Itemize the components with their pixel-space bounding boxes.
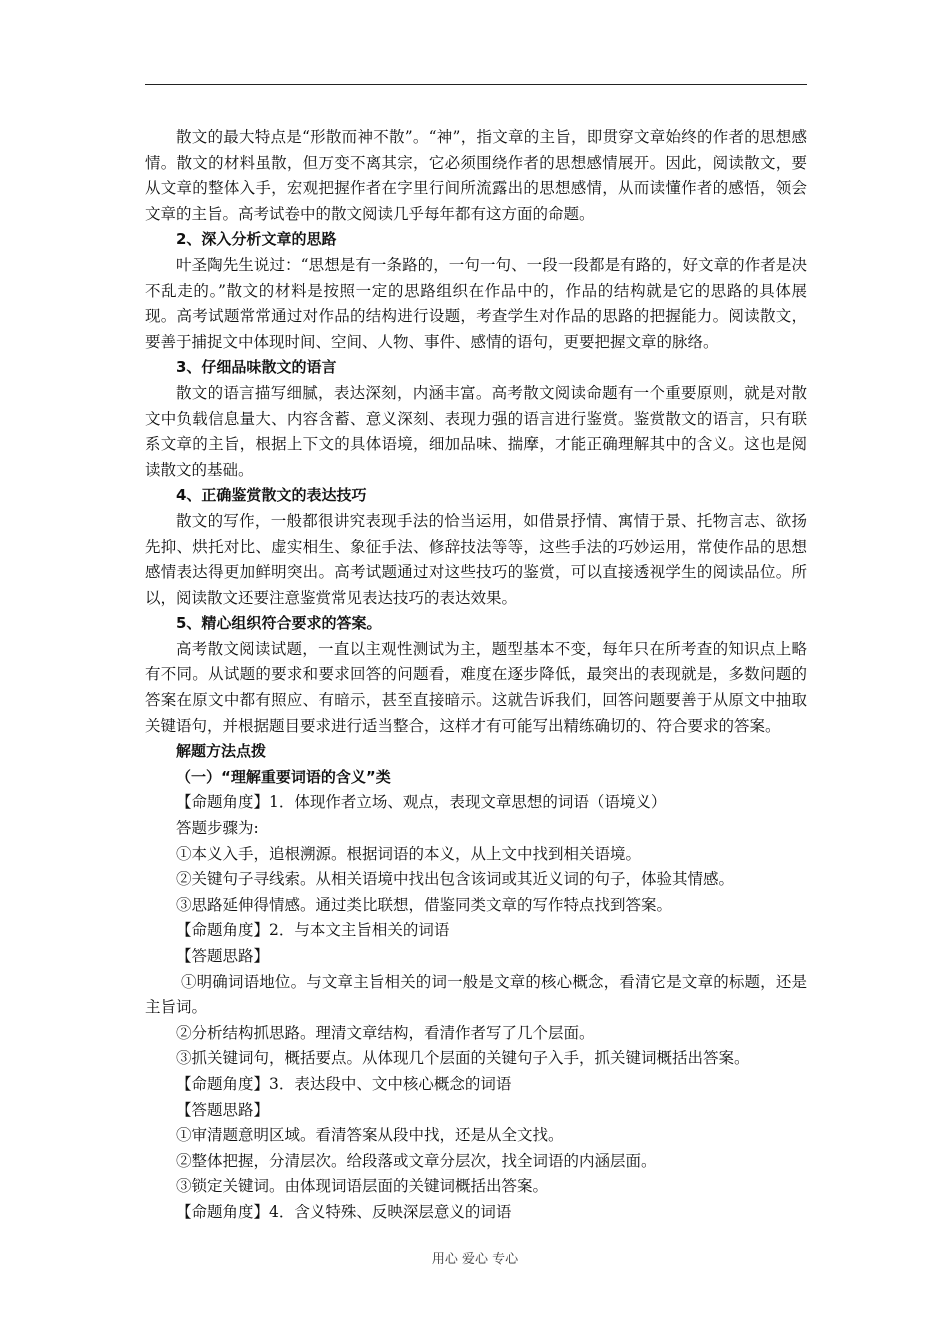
angle-3-step-1: ①审清题意明区域。看清答案从段中找，还是从全文找。 — [176, 1126, 564, 1145]
heading-2: 2、深入分析文章的思路 — [176, 230, 337, 249]
angle-4: 【命题角度】4．含义特殊、反映深层意义的词语 — [176, 1202, 512, 1221]
angle-1-step-1: ①本义入手，追根溯源。根据词语的本义，从上文中找到相关语境。 — [176, 844, 642, 863]
paragraph-theme: 散文的最大特点是“形散而神不散”。“神”，指文章的主旨，即贯穿文章始终的作者的思想感情。散文的材料虽散，但万变不离其宗，它必须围绕作者的思想感情展开。因此，阅读散文，要从文章的整体入手，宏观把握作者在字里行间所流露出的思想感情，从而读懂作者的感悟，领会文章的主旨。高考试卷中的散文阅读几乎每年都有这方面的命题。 — [145, 128, 807, 223]
method-title: 解题方法点拨 — [176, 742, 267, 761]
paragraph-language: 散文的语言描写细腻，表达深刻，内涵丰富。高考散文阅读命题有一个重要原则，就是对散文中负载信息量大、内容含蓄、意义深刻、表现力强的语言进行鉴赏。鉴赏散文的语言，只有联系文章的主旨，根据上下文的具体语境，细加品味、揣摩，才能正确理解其中的含义。这也是阅读散文的基础。 — [145, 383, 807, 479]
angle-2-idea-label: 【答题思路】 — [176, 947, 270, 965]
paragraph-structure: 叶圣陶先生说过：“思想是有一条路的，一句一句、一段一段都是有路的，好文章的作者是决不乱走的。”散文的材料是按照一定的思路组织在作品中的，作品的结构就是它的思路的具体展现。高考试题常常通过对作品的结构进行设题，考查学生对作品的思路的把握能力。阅读散文，要善于捕捉文中体现时间、空间、人物、事件、感情的语句，更要把握文章的脉络。 — [145, 255, 807, 351]
angle-2-step-3: ③抓关键词句，概括要点。从体现几个层面的关键句子入手，抓关键词概括出答案。 — [176, 1049, 750, 1068]
angle-3: 【命题角度】3．表达段中、文中核心概念的词语 — [176, 1074, 512, 1093]
angle-3-idea-label: 【答题思路】 — [176, 1100, 270, 1119]
angle-1: 【命题角度】1．体现作者立场、观点，表现文章思想的词语（语境义） — [176, 793, 667, 812]
heading-5: 5、精心组织符合要求的答案。 — [176, 614, 382, 633]
paragraph-answers: 高考散文阅读试题，一直以主观性测试为主，题型基本不变，每年只在所考查的知识点上略有不同。从试题的要求和要求回答的问题看，难度在逐步降低，最突出的表现就是，多数问题的答案在原文中都有照应、有暗示，甚至直接暗示。这就告诉我们，回答问题要善于从原文中抽取关键语句，并根据题目要求进行适当整合，这样才有可能写出精练确切的、符合要求的答案。 — [145, 639, 807, 735]
angle-2-step-2: ②分析结构抓思路。理清文章结构，看清作者写了几个层面。 — [176, 1023, 595, 1042]
paragraph-techniques: 散文的写作，一般都很讲究表现手法的恰当运用，如借景抒情、寓情于景、托物言志、欲扬先抑、烘托对比、虚实相生、象征手法、修辞技法等等，这些手法的巧妙运用，常使作品的思想感情表达得更加鲜明突出。高考试题通过对这些技巧的鉴赏，可以直接透视学生的阅读品位。所以，阅读散文还要注意鉴赏常见表达技巧的表达效果。 — [145, 511, 807, 607]
document-body — [145, 125, 807, 1226]
angle-2: 【命题角度】2．与本文主旨相关的词语 — [176, 921, 450, 940]
angle-2-step-1: ①明确词语地位。与文章主旨相关的词一般是文章的核心概念，看清它是文章的标题，还是主旨词。 — [145, 972, 807, 1017]
page-footer: 用心 爱心 专心 — [431, 1252, 519, 1267]
heading-4: 4、正确鉴赏散文的表达技巧 — [176, 486, 367, 505]
angle-1-step-2: ②关键句子寻线索。从相关语境中找出包含该词或其近义词的句子，体验其情感。 — [176, 870, 735, 889]
steps-label: 答题步骤为: — [176, 819, 259, 838]
angle-1-step-3: ③思路延伸得情感。通过类比联想，借鉴同类文章的写作特点找到答案。 — [176, 895, 673, 914]
angle-3-step-3: ③锁定关键词。由体现词语层面的关键词概括出答案。 — [176, 1177, 549, 1196]
section-1-title: （一）“理解重要词语的含义”类 — [176, 767, 391, 786]
header-rule — [145, 84, 807, 85]
heading-3: 3、仔细品味散文的语言 — [176, 358, 337, 377]
angle-3-step-2: ②整体把握，分清层次。给段落或文章分层次，找全词语的内涵层面。 — [176, 1151, 657, 1170]
